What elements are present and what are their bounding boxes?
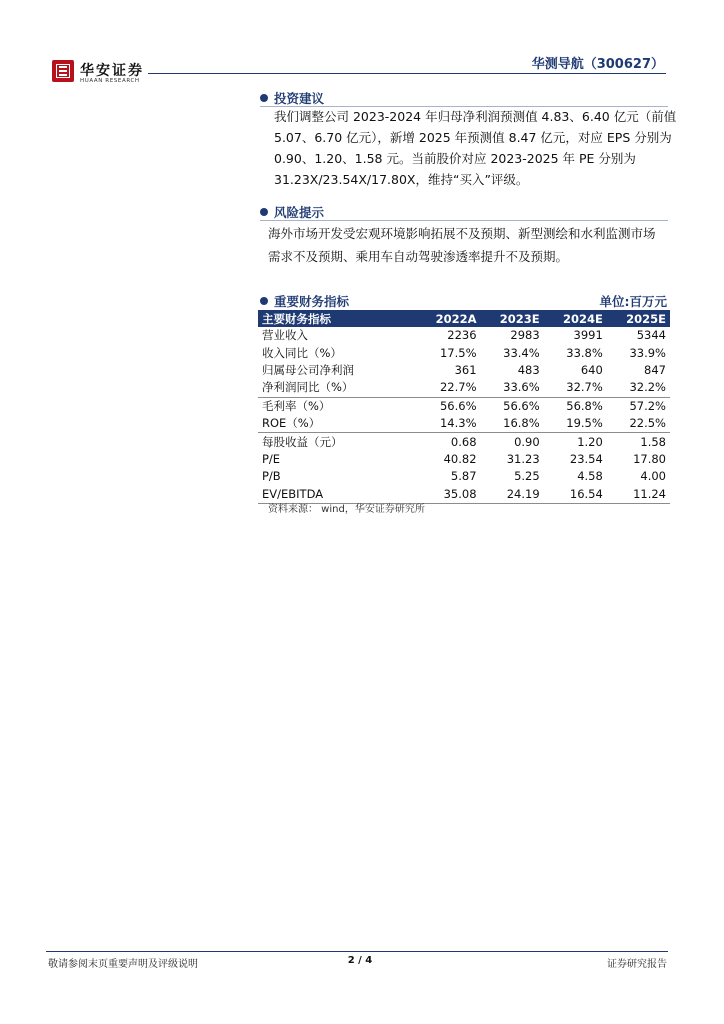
table-unit: 单位:百万元 bbox=[599, 294, 667, 309]
table-cell: 1.58 bbox=[607, 433, 670, 451]
table-cell: 56.8% bbox=[544, 397, 607, 415]
table-cell: 14.3% bbox=[439, 416, 477, 431]
section-investment-heading bbox=[260, 89, 324, 107]
paragraph-line: 0.90、1.20、1.58 元。当前股价对应 2023-2025 年 PE 分别为 bbox=[274, 151, 636, 166]
table-cell: 0.68 bbox=[416, 433, 481, 451]
table-cell: 3991 bbox=[573, 328, 603, 343]
table-cell: 33.4% bbox=[503, 345, 540, 360]
paragraph-line: 需求不及预期、乘用车自动驾驶渗透率提升不及预期。 bbox=[268, 249, 569, 264]
table-cell: 31.23 bbox=[506, 451, 540, 466]
table-cell: 56.6% bbox=[416, 397, 481, 415]
section-financials-heading bbox=[260, 292, 349, 310]
report-title: 华测导航（300627） bbox=[531, 57, 664, 72]
table-row bbox=[258, 344, 670, 361]
table-cell: 33.8% bbox=[566, 345, 603, 360]
footer-divider bbox=[46, 951, 668, 952]
row-label: 每股收益（元） bbox=[258, 433, 416, 451]
footer-report-type: 证券研究报告 bbox=[607, 959, 667, 970]
table-cell: 0.90 bbox=[481, 433, 544, 451]
table-cell: 56.6% bbox=[481, 397, 544, 415]
bullet-dot-icon bbox=[260, 94, 268, 102]
section-investment-title: 投资建议 bbox=[274, 91, 325, 106]
paragraph-line: 我们调整公司 2023-2024 年归母净利润预测值 4.83、6.40 亿元（前值 bbox=[274, 109, 677, 124]
row-label: 收入同比（%） bbox=[262, 345, 342, 360]
table-cell: 24.19 bbox=[481, 486, 544, 504]
table-cell: 361 bbox=[454, 362, 477, 377]
table-cell: 4.00 bbox=[640, 469, 666, 484]
table-header-row bbox=[258, 310, 670, 327]
row-label: ROE（%） bbox=[262, 416, 321, 431]
section-risk-heading bbox=[260, 203, 324, 221]
table-source-note: 资料来源： wind，华安证券研究所 bbox=[268, 504, 425, 515]
row-label: EV/EBITDA bbox=[258, 486, 416, 504]
brand-logo-icon bbox=[52, 60, 74, 82]
column-header: 2023E bbox=[481, 310, 544, 327]
table-cell: 483 bbox=[517, 362, 540, 377]
table-cell: 17.80 bbox=[633, 451, 666, 466]
table-row bbox=[258, 451, 670, 468]
table-cell: 32.2% bbox=[629, 380, 666, 395]
brand-name: 华安证券 bbox=[80, 63, 144, 79]
column-header: 2025E bbox=[607, 310, 670, 327]
row-label: 营业收入 bbox=[262, 328, 308, 343]
investment-paragraph bbox=[274, 106, 677, 190]
table-cell: 11.24 bbox=[607, 486, 670, 504]
table-cell: 5.25 bbox=[514, 469, 540, 484]
table-row bbox=[258, 327, 670, 344]
page-number: 2 / 4 bbox=[347, 955, 373, 966]
table-row bbox=[258, 415, 670, 433]
table-cell: 19.5% bbox=[566, 416, 603, 431]
table-cell: 23.54 bbox=[569, 451, 603, 466]
row-label: 归属母公司净利润 bbox=[262, 362, 354, 377]
table-cell: 22.5% bbox=[629, 416, 666, 431]
table-cell: 16.8% bbox=[503, 416, 540, 431]
table-row bbox=[258, 468, 670, 485]
column-header: 2022A bbox=[416, 310, 481, 327]
table-cell: 22.7% bbox=[439, 380, 477, 395]
table-cell: 1.20 bbox=[544, 433, 607, 451]
table-row bbox=[258, 379, 670, 397]
risk-paragraph bbox=[268, 222, 674, 268]
table-cell: 17.5% bbox=[439, 345, 477, 360]
table-cell: 5.87 bbox=[450, 469, 477, 484]
table-cell: 2983 bbox=[510, 328, 540, 343]
financial-table bbox=[258, 310, 670, 504]
row-label: 净利润同比（%） bbox=[262, 380, 354, 395]
table-cell: 32.7% bbox=[566, 380, 603, 395]
table-row bbox=[258, 433, 670, 451]
paragraph-line: 海外市场开发受宏观环境影响拓展不及预期、新型测绘和水利监测市场 bbox=[268, 226, 656, 241]
section-risk-title: 风险提示 bbox=[274, 205, 325, 220]
column-header: 2024E bbox=[544, 310, 607, 327]
brand-name-en: HUAAN RESEARCH bbox=[80, 78, 140, 84]
table-cell: 5344 bbox=[636, 328, 666, 343]
bullet-dot-icon bbox=[260, 297, 268, 305]
bullet-dot-icon bbox=[260, 208, 268, 216]
table-cell: 35.08 bbox=[416, 486, 481, 504]
header-divider bbox=[148, 73, 666, 74]
table-cell: 847 bbox=[644, 362, 666, 377]
table-row bbox=[258, 397, 670, 415]
table-cell: 640 bbox=[580, 362, 603, 377]
table-cell: 16.54 bbox=[544, 486, 607, 504]
section-financials-title: 重要财务指标 bbox=[274, 294, 350, 309]
table-row bbox=[258, 362, 670, 379]
table-cell: 40.82 bbox=[443, 451, 477, 466]
row-label: P/E bbox=[262, 451, 281, 466]
table-cell: 33.9% bbox=[629, 345, 666, 360]
column-header: 主要财务指标 bbox=[258, 310, 416, 327]
paragraph-line: 5.07、6.70 亿元），新增 2025 年预测值 8.47 亿元，对应 EPS 分别为 bbox=[274, 130, 672, 145]
section-divider bbox=[260, 220, 668, 221]
table-cell: 57.2% bbox=[607, 397, 670, 415]
table-cell: 4.58 bbox=[577, 469, 603, 484]
row-label: 毛利率（%） bbox=[258, 397, 416, 415]
table-cell: 33.6% bbox=[503, 380, 540, 395]
paragraph-line: 31.23X/23.54X/17.80X，维持“买入”评级。 bbox=[274, 172, 529, 187]
table-cell: 2236 bbox=[447, 328, 477, 343]
row-label: P/B bbox=[262, 469, 281, 484]
footer-disclaimer: 敬请参阅末页重要声明及评级说明 bbox=[48, 959, 198, 970]
